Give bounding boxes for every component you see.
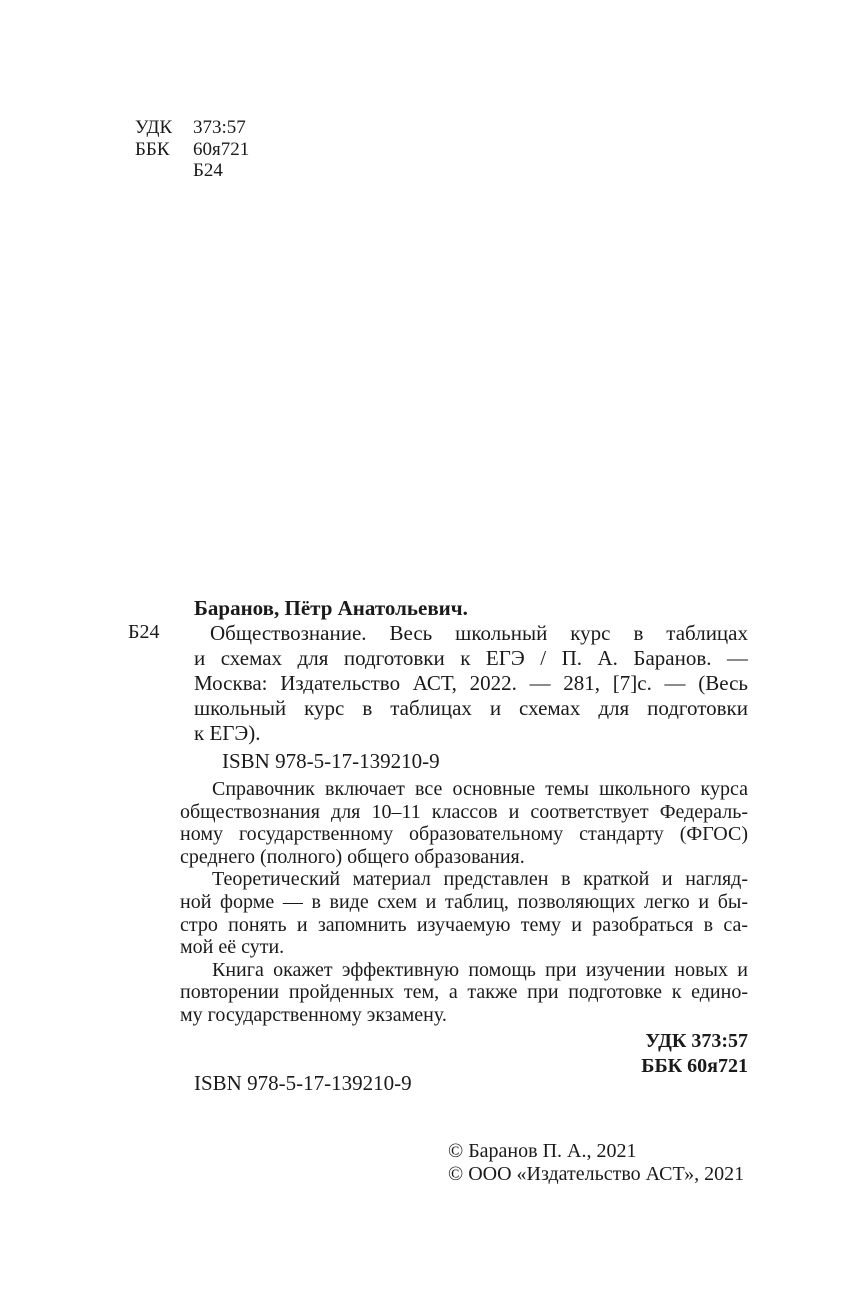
bib-line: Москва: Издательство АСТ, 2022. — 281, [7]с. — (Весь (194, 671, 748, 695)
copyright-publisher: © ООО «Издательство АСТ», 2021 (448, 1162, 745, 1185)
annotation-line: Книга окажет эффективную помощь при изучении новых и (212, 958, 748, 981)
copyright-author: © Баранов П. А., 2021 (448, 1140, 637, 1162)
isbn-bottom: ISBN 978-5-17-139210-9 (194, 1071, 412, 1095)
udk-value: 373:57 (193, 117, 246, 138)
copyright-block (448, 1140, 744, 1185)
bbk-label: ББК (135, 138, 170, 160)
bib-line: и схемах для подготовки к ЕГЭ / П. А. Баранов. — (194, 646, 748, 670)
annotation-line: стро понять и запомнить изучаемую тему и разобраться в са- (180, 913, 748, 936)
annotation-line: ному государственному образовательному стандарту (ФГОС) (180, 823, 748, 846)
bib-line: Обществознание. Весь школьный курс в таблицах (210, 621, 748, 645)
annotation-line: среднего (полного) общего образования. (180, 845, 525, 868)
author-heading: Баранов, Пётр Анатольевич. (194, 596, 468, 620)
annotation-line: повторении пройденных тем, а также при подготовке к едино- (180, 981, 748, 1004)
author-code-spacer (135, 160, 193, 182)
bbk-value: 60я721 (193, 138, 250, 160)
author-code: Б24 (193, 160, 223, 181)
udk-right: УДК 373:57 (645, 1029, 748, 1052)
annotation-line: Справочник включает все основные темы школьного курса (212, 778, 748, 800)
annotation-line: ной форме — в виде схем и таблиц, позволяющих легко и бы- (180, 890, 748, 913)
top-classification-codes (135, 117, 249, 182)
bbk-row (135, 139, 249, 161)
author-code-row (135, 160, 249, 182)
catalog-card (180, 596, 748, 1079)
bib-line: к ЕГЭ). (194, 721, 261, 745)
annotation-line: му государственному экзамену. (180, 1003, 447, 1026)
bbk-right: ББК 60я721 (641, 1054, 748, 1077)
isbn-number: ISBN 978-5-17-139210-9 (222, 749, 440, 773)
bib-line: школьный курс в таблицах и схемах для подготовки (194, 696, 748, 720)
annotation-line: Теоретический материал представлен в краткой и нагляд- (212, 868, 748, 891)
annotation-line: обществознания для 10–11 классов и соответствует Федераль- (180, 800, 748, 823)
udk-row (135, 117, 249, 139)
margin-author-code: Б24 (128, 621, 160, 643)
annotation-line: мой её сути. (180, 936, 285, 959)
udk-label: УДК (135, 117, 173, 138)
